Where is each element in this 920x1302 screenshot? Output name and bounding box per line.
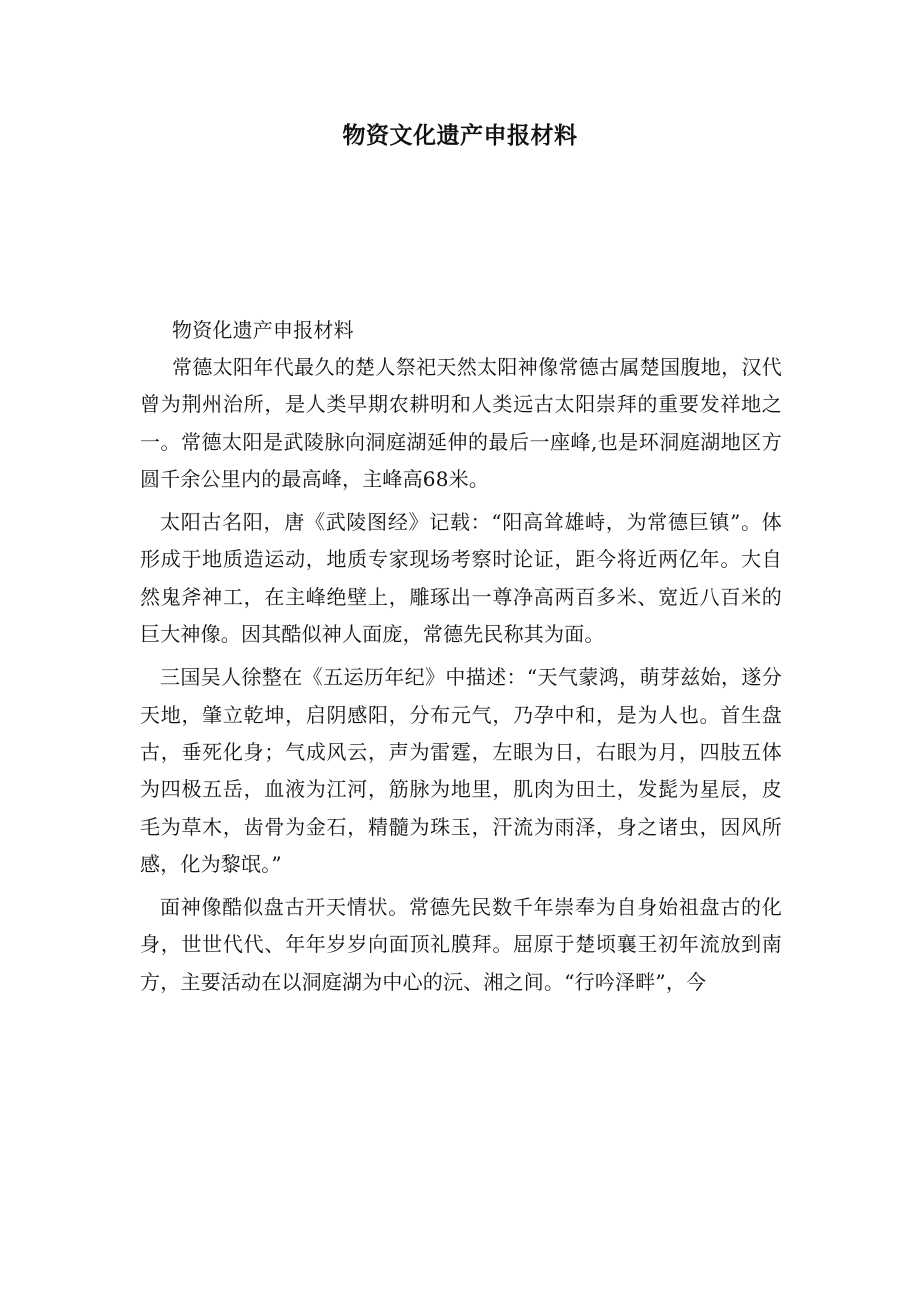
document-body (140, 311, 782, 1007)
document-title: 物资文化遗产申报材料 (342, 122, 578, 149)
paragraph-1: 常德太阳年代最久的楚人祭祀天然太阳神像常德古属楚国腹地，汉代曾为荆州治所，是人类早期农耕明和人类远古太阳崇拜的重要发祥地之一。常德太阳是武陵脉向洞庭湖延伸的最后一座峰,也是环洞庭湖地区方圆千余公里内的最高峰，主峰高68米。 (140, 355, 782, 491)
paragraph-4: 面神像酷似盘古开天情状。常德先民数千年崇奉为自身始祖盘古的化身，世世代代、年年岁岁向面顶礼膜拜。屈原于楚顷襄王初年流放到南方，主要活动在以洞庭湖为中心的沅、湘之间。“行吟泽畔”，今 (140, 895, 782, 994)
paragraph-2: 太阳古名阳，唐《武陵图经》记载：“阳高耸雄峙，为常德巨镇”。体形成于地质造运动，地质专家现场考察时论证，距今将近两亿年。大自然鬼斧神工，在主峰绝壁上，雕琢出一尊净高两百多米、宽近八百米的巨大神像。因其酷似神人面庞，常德先民称其为面。 (140, 510, 782, 647)
paragraph-3: 三国吴人徐整在《五运历年纪》中描述：“天气蒙鸿，萌芽兹始，遂分天地，肇立乾坤，启阴感阳，分布元气，乃孕中和，是为人也。首生盘古，垂死化身；气成风云，声为雷霆，左眼为日，右眼为月，四肢五体为四极五岳，血液为江河，筋脉为地里，肌肉为田土，发髭为星辰，皮毛为草木，齿骨为金石，精髓为珠玉，汗流为雨泽，身之诸虫，因风所感，化为黎氓。” (140, 665, 782, 876)
document-subheading: 物资化遗产申报材料 (172, 318, 354, 342)
